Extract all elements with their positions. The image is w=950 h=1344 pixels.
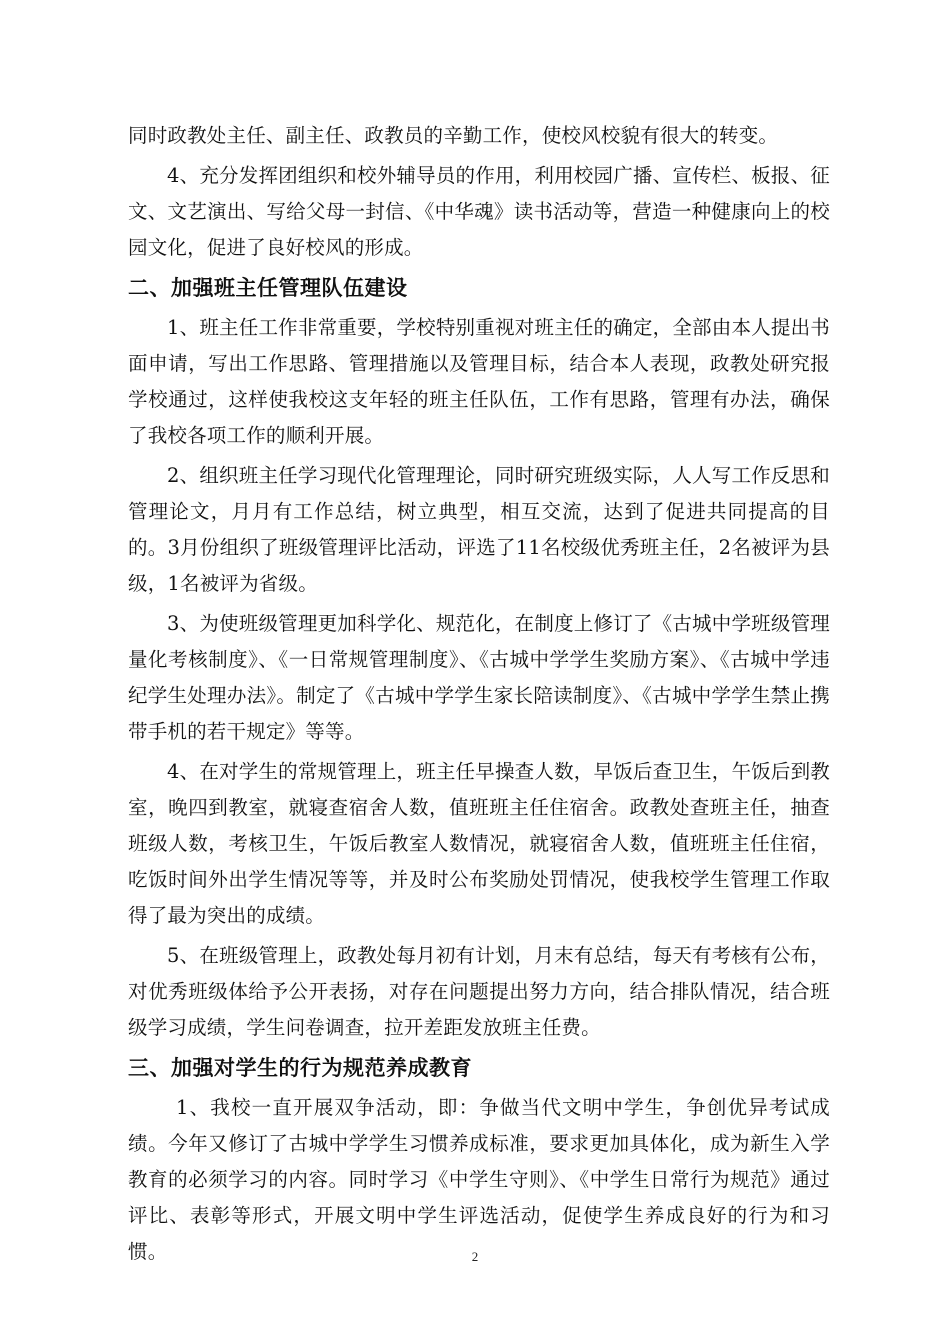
paragraph-continuation: 同时政教处主任、副主任、政教员的辛勤工作，使校风校貌有很大的转变。: [128, 124, 779, 147]
paragraph-section2-item-2: 2、组织班主任学习现代化管理理论，同时研究班级实际，人人写工作反思和管理论文，月月有工作总结，树立典型，相互交流，达到了促进共同提高的目的。3月份组织了班级管理评比活动，评选了11名校级优秀班主任，2名被评为县级，1名被评为省级。: [128, 464, 830, 595]
page-number: 2: [471, 1249, 479, 1264]
paragraph-section2-item-5: 5、在班级管理上，政教处每月初有计划，月末有总结，每天有考核有公布，对优秀班级体给予公开表扬，对存在问题提出努力方向，结合排队情况，结合班级学习成绩，学生问卷调查，拉开差距发放班主任费。: [128, 944, 830, 1039]
section-heading-3: 三、加强对学生的行为规范养成教育: [128, 1056, 472, 1080]
section-heading-2: 二、加强班主任管理队伍建设: [128, 276, 408, 300]
document-page: [128, 118, 830, 1274]
paragraph-item-4: 4、充分发挥团组织和校外辅导员的作用，利用校园广播、宣传栏、板报、征文、文艺演出、写给父母一封信、《中华魂》读书活动等，营造一种健康向上的校园文化，促进了良好校风的形成。: [128, 164, 830, 259]
paragraph-section3-item-1: 1、我校一直开展双争活动，即：争做当代文明中学生，争创优异考试成绩。今年又修订了古城中学学生习惯养成标准，要求更加具体化，成为新生入学教育的必须学习的内容。同时学习《中学生守则》、《中学生日常行为规范》通过评比、表彰等形式，开展文明中学生评选活动，促使学生养成良好的行为和习惯。: [128, 1096, 830, 1263]
paragraph-section2-item-4: 4、在对学生的常规管理上，班主任早操查人数，早饭后查卫生，午饭后到教室，晚四到教室，就寝查宿舍人数，值班班主任住宿舍。政教处查班主任，抽查班级人数，考核卫生，午饭后教室人数情况，就寝宿舍人数，值班班主任住宿，吃饭时间外出学生情况等等，并及时公布奖励处罚情况，使我校学生管理工作取得了最为突出的成绩。: [128, 760, 830, 927]
paragraph-section2-item-3: 3、为使班级管理更加科学化、规范化，在制度上修订了《古城中学班级管理量化考核制度》、《一日常规管理制度》、《古城中学学生奖励方案》、《古城中学违纪学生处理办法》。制定了《古城中学学生家长陪读制度》、《古城中学学生禁止携带手机的若干规定》等等。: [128, 612, 830, 743]
paragraph-section2-item-1: 1、班主任工作非常重要，学校特别重视对班主任的确定，全部由本人提出书面申请，写出工作思路、管理措施以及管理目标，结合本人表现，政教处研究报学校通过，这样使我校这支年轻的班主任队伍，工作有思路，管理有办法，确保了我校各项工作的顺利开展。: [128, 316, 830, 447]
